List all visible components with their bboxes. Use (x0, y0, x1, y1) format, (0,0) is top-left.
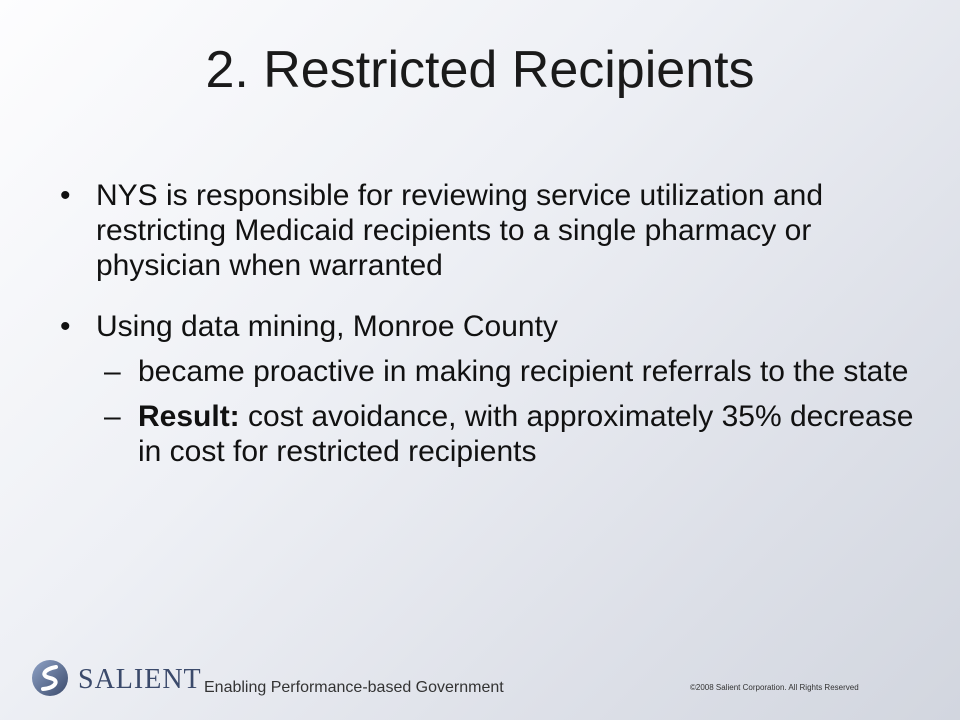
bullet-marker: • (60, 179, 71, 212)
bullet-text: NYS is responsible for reviewing service utilization and restricting Medicaid recipients to a single pharmacy or physician when warranted (96, 179, 824, 282)
sub-bullet-text: became proactive in making recipient referrals to the state (138, 355, 909, 388)
sub-bullet-item (56, 399, 916, 469)
footer (0, 650, 960, 720)
sub-bullet-text: cost avoidance, with approximately 35% decrease in cost for restricted recipients (138, 400, 914, 468)
bullet-text: Using data mining, Monroe County (96, 310, 558, 343)
slide-title: 2. Restricted Recipients (205, 41, 755, 99)
sub-bullet-marker: – (104, 355, 121, 388)
copyright-notice: ©2008 Salient Corporation. All Rights Reserved (690, 683, 859, 692)
bullet-item (56, 309, 916, 344)
sub-bullet-item (56, 354, 916, 389)
logo-text: SALIENT (78, 664, 202, 695)
result-label: Result: (138, 400, 240, 433)
slide-body (56, 178, 916, 469)
bullet-marker: • (60, 310, 71, 343)
sub-bullet-marker: – (104, 400, 121, 433)
salient-swoosh-icon (30, 658, 70, 698)
bullet-item (56, 178, 916, 283)
tagline: Enabling Performance-based Government (204, 679, 504, 696)
